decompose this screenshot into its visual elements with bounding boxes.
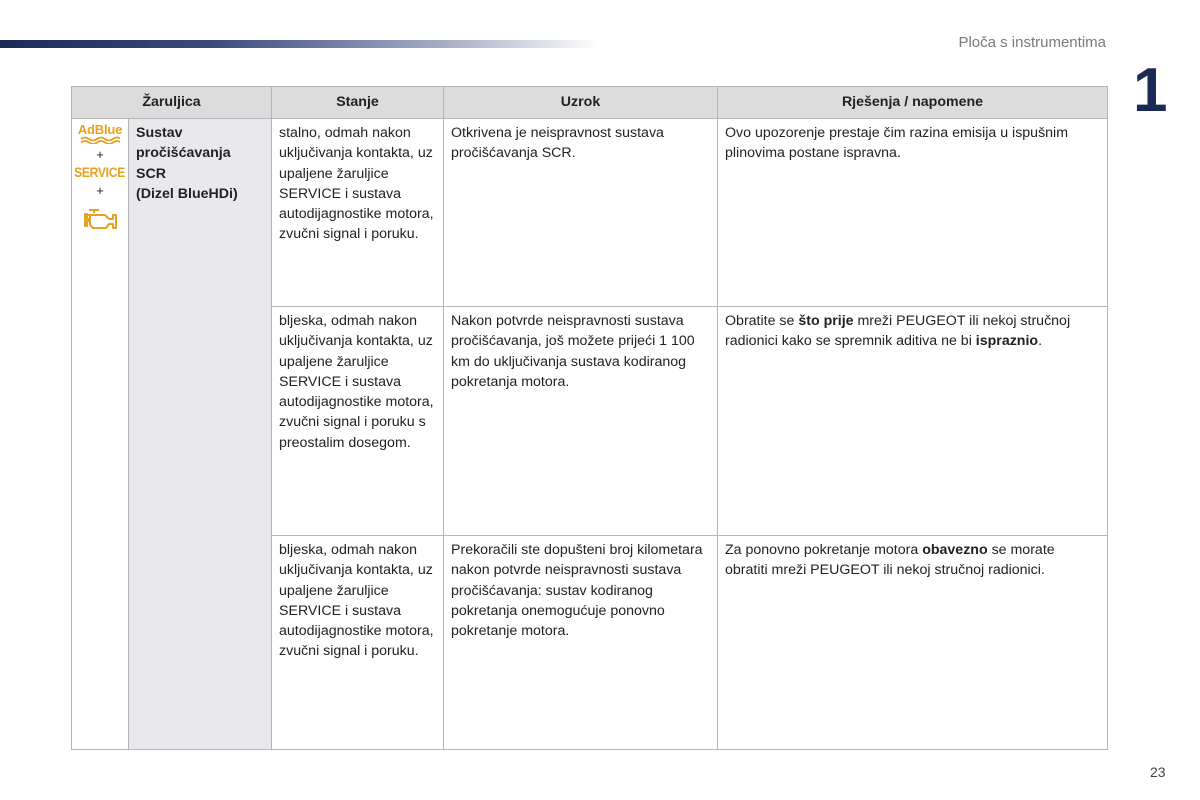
adblue-fluid-icon: [80, 136, 120, 144]
section-title: Ploča s instrumentima: [958, 34, 1106, 51]
warning-variant: (Dizel BlueHDi): [136, 185, 238, 202]
solution-emphasis: ispraznio: [975, 333, 1039, 350]
warning-lights-table: [71, 86, 1108, 750]
solution-text: Za ponovno pokretanje motora: [725, 542, 923, 558]
state-cell: bljeska, odmah nakon uključivanja kontakta, uz upaljene žaruljice SERVICE i sustava autodijagnostike motora, zvučni signal i poruku.: [272, 536, 444, 750]
state-cell: bljeska, odmah nakon uključivanja kontakta, uz upaljene žaruljice SERVICE i sustava autodijagnostike motora, zvučni signal i poruku s preostalim dosegom.: [272, 307, 444, 536]
solution-emphasis: što prije: [798, 313, 854, 329]
table-row: [72, 119, 1108, 307]
column-header-cause: Uzrok: [444, 87, 718, 119]
cause-cell: Nakon potvrde neispravnosti sustava pročišćavanja, još možete prijeći 1 100 km do uključivanja sustava kodiranog pokretanja motora.: [444, 307, 718, 536]
column-header-warning-light: Žaruljica: [72, 87, 272, 119]
column-header-state: Stanje: [272, 87, 444, 119]
solution-text: .: [1038, 333, 1043, 350]
solution-text: Ovo upozorenje prestaje čim razina emisija u ispušnim plinovima postane ispravna.: [725, 125, 1069, 162]
plus-sign: +: [96, 183, 104, 198]
table-header-row: [72, 87, 1108, 119]
adblue-icon-label: AdBlue: [77, 122, 123, 137]
solution-cell: [718, 307, 1108, 536]
cause-cell: Otkrivena je neispravnost sustava pročišćavanja SCR.: [444, 119, 718, 307]
warning-name-cell: [129, 119, 272, 750]
warning-name: Sustav pročišćavanja SCR: [136, 125, 231, 182]
solution-text: mreži PEUGEOT ili nekoj stručnoj radionici kako se spremnik aditiva ne bi: [725, 313, 1071, 350]
engine-warning-icon: [80, 204, 120, 234]
solution-emphasis: obavezno: [922, 542, 988, 558]
column-header-solution: Rješenja / napomene: [718, 87, 1108, 119]
solution-cell: [718, 119, 1108, 307]
solution-text: se morate obratiti mreži PEUGEOT ili nekoj stručnoj radionici.: [725, 542, 1055, 579]
page-number: 23: [1150, 764, 1166, 780]
chapter-number: 1: [1133, 56, 1168, 125]
warning-icons-cell: [72, 119, 129, 750]
solution-cell: [718, 536, 1108, 750]
state-cell: stalno, odmah nakon uključivanja kontakta, uz upaljene žaruljice SERVICE i sustava autodijagnostike motora, zvučni signal i poruku.: [272, 119, 444, 307]
cause-cell: Prekoračili ste dopušteni broj kilometara nakon potvrde neispravnosti sustava pročišćavanja: sustav kodiranog pokretanja onemogućuje ponovno pokretanje motora.: [444, 536, 718, 750]
header-decorative-bar: [0, 40, 600, 48]
solution-text: Obratite se: [725, 313, 799, 329]
service-icon-label: SERVICE: [74, 164, 126, 180]
plus-sign: +: [96, 147, 104, 162]
